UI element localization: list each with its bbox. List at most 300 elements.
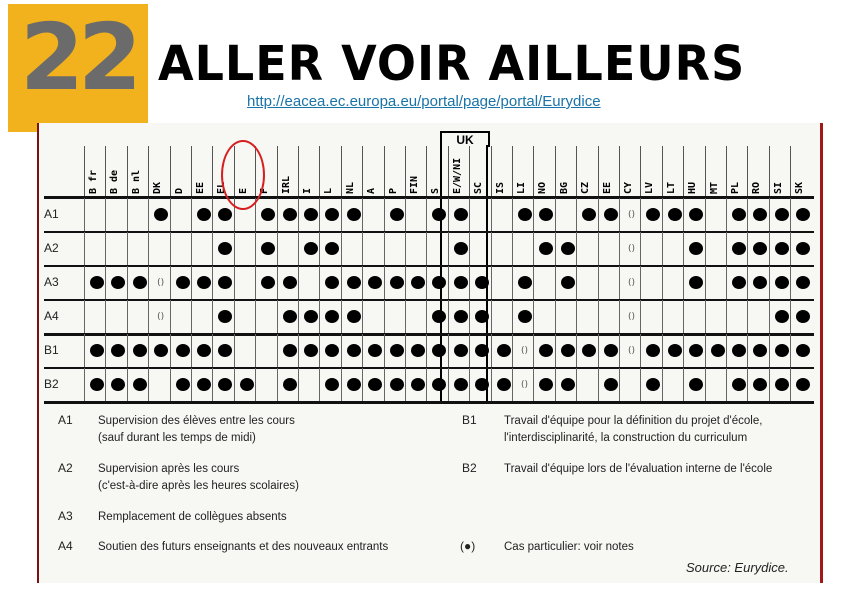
filled-dot (411, 276, 425, 289)
filled-dot (283, 310, 297, 323)
table-cell (576, 266, 598, 300)
table-cell (512, 334, 534, 368)
table-cell (127, 334, 149, 368)
special-case-dot: () (520, 380, 529, 390)
table-cell (298, 266, 320, 300)
table-cell (533, 334, 555, 368)
table-cell (705, 368, 727, 402)
filled-dot (325, 378, 339, 391)
table-cell (555, 368, 577, 402)
filled-dot (689, 242, 703, 255)
country-code: S (430, 187, 442, 194)
table-cell (341, 300, 363, 334)
filled-dot (604, 344, 618, 357)
table-cell (533, 232, 555, 266)
filled-dot (539, 378, 553, 391)
filled-dot (668, 208, 682, 221)
filled-dot (454, 310, 468, 323)
table-cell (576, 198, 598, 232)
country-code: IRL (280, 175, 292, 194)
filled-dot (711, 344, 725, 357)
filled-dot (347, 344, 361, 357)
note-text: Remplacement de collègues absents (98, 511, 287, 523)
table-cell (726, 266, 748, 300)
table-cell (576, 232, 598, 266)
table-cell (298, 300, 320, 334)
filled-dot (261, 208, 275, 221)
filled-dot (753, 242, 767, 255)
filled-dot (240, 378, 254, 391)
row-code: A3 (44, 275, 59, 289)
table-cell (533, 266, 555, 300)
country-code: L (323, 187, 335, 194)
table-cell (255, 334, 277, 368)
filled-dot (689, 378, 703, 391)
table-cell (469, 266, 491, 300)
filled-dot (347, 310, 361, 323)
special-case-dot: () (157, 278, 165, 288)
country-code: CY (623, 181, 634, 194)
country-code: B de (109, 169, 121, 194)
number-badge (8, 4, 148, 132)
table-cell (191, 266, 213, 300)
filled-dot (432, 276, 446, 289)
special-case-dot: () (627, 278, 636, 288)
country-column-header (148, 146, 170, 198)
table-cell (212, 334, 234, 368)
filled-dot (475, 344, 489, 357)
table-cell (84, 368, 106, 402)
table-cell (341, 266, 363, 300)
filled-dot (775, 310, 789, 323)
country-column-header (640, 146, 662, 198)
filled-dot (689, 208, 703, 221)
note-text: Travail d'équipe pour la définition du projet d'école, l'interdisciplinarité, la construction du curriculum (504, 415, 763, 444)
table-cell (747, 368, 769, 402)
country-column-header (726, 146, 748, 198)
filled-dot (111, 276, 125, 289)
source-credit: Source: Eurydice. (686, 560, 789, 575)
table-cell (277, 232, 299, 266)
table-cell (105, 368, 127, 402)
table-cell (683, 266, 705, 300)
table-row (44, 266, 814, 300)
filled-dot (454, 276, 468, 289)
filled-dot (646, 208, 660, 221)
table-cell (234, 232, 256, 266)
country-code: BG (558, 181, 570, 194)
table-cell (362, 266, 384, 300)
table-row (44, 334, 814, 368)
table-cell (212, 368, 234, 402)
row-code: A2 (44, 241, 59, 255)
table-cell (341, 232, 363, 266)
table-cell (790, 334, 812, 368)
table-cell (405, 334, 427, 368)
note-text: Supervision après les cours (c'est-à-dire après les heures scolaires) (98, 463, 299, 492)
table-cell (598, 198, 620, 232)
filled-dot (90, 344, 104, 357)
table-cell (726, 198, 748, 232)
table-cell (84, 198, 106, 232)
grid-rule (44, 401, 814, 404)
table-row (44, 232, 814, 266)
table-cell (747, 266, 769, 300)
country-code: SK (794, 181, 806, 194)
filled-dot (475, 310, 489, 323)
filled-dot (90, 378, 104, 391)
table-cell (298, 198, 320, 232)
table-cell (726, 334, 748, 368)
filled-dot (646, 344, 660, 357)
filled-dot (775, 378, 789, 391)
table-cell (769, 232, 791, 266)
table-cell (769, 300, 791, 334)
filled-dot (347, 208, 361, 221)
country-code: HU (687, 181, 699, 194)
country-column-header (555, 146, 577, 198)
filled-dot (176, 378, 190, 391)
special-case-dot: () (627, 244, 636, 254)
filled-dot (604, 378, 618, 391)
country-column-header (84, 146, 106, 198)
table-cell (491, 198, 513, 232)
table-cell (640, 232, 662, 266)
row-code: B2 (44, 377, 59, 391)
filled-dot (283, 208, 297, 221)
table-row (44, 300, 814, 334)
country-column-header (277, 146, 299, 198)
country-code: FIN (409, 175, 420, 194)
table-cell (191, 300, 213, 334)
table-cell (533, 300, 555, 334)
table-cell (705, 300, 727, 334)
special-case-dot: () (627, 346, 636, 356)
table-cell (212, 232, 234, 266)
table-cell (662, 334, 684, 368)
filled-dot (347, 378, 361, 391)
table-cell (426, 266, 448, 300)
country-column-header (105, 146, 127, 198)
table-cell (512, 300, 534, 334)
country-code: IS (494, 181, 506, 194)
table-cell (84, 232, 106, 266)
table-cell (662, 232, 684, 266)
note-text: Cas particulier: voir notes (504, 541, 634, 553)
country-column-header (469, 146, 491, 198)
filled-dot (732, 242, 746, 255)
filled-dot (390, 276, 404, 289)
table-cell (512, 266, 534, 300)
country-code: SC (473, 181, 485, 194)
filled-dot (518, 208, 532, 221)
table-cell (105, 266, 127, 300)
table-cell (127, 266, 149, 300)
table-cell (191, 334, 213, 368)
table-cell (148, 266, 170, 300)
filled-dot (304, 344, 318, 357)
table-cell (426, 198, 448, 232)
table-cell (277, 198, 299, 232)
filled-dot (796, 310, 810, 323)
table-cell (191, 198, 213, 232)
country-column-header (662, 146, 684, 198)
table-cell (491, 266, 513, 300)
table-cell (683, 198, 705, 232)
table-cell (790, 198, 812, 232)
table-cell (790, 300, 812, 334)
table-cell (105, 300, 127, 334)
filled-dot (218, 208, 232, 221)
note-text: Soutien des futurs enseignants et des nouveaux entrants (98, 541, 389, 553)
eurydice-link[interactable]: http://eacea.ec.europa.eu/portal/page/portal/Eurydice (247, 93, 601, 110)
filled-dot (475, 378, 489, 391)
table-cell (576, 300, 598, 334)
filled-dot (304, 310, 318, 323)
country-column-header (598, 146, 620, 198)
country-code: NO (537, 181, 549, 194)
table-cell (640, 368, 662, 402)
special-case-dot: () (157, 312, 165, 322)
row-code: A4 (44, 309, 59, 323)
table-cell (170, 232, 192, 266)
filled-dot (197, 378, 211, 391)
filled-dot (411, 378, 425, 391)
table-cell (148, 334, 170, 368)
table-row (44, 198, 814, 232)
table-cell (384, 300, 406, 334)
table-cell (212, 266, 234, 300)
table-cell (491, 232, 513, 266)
table-cell (426, 334, 448, 368)
note-code: B1 (462, 413, 477, 427)
table-cell (555, 266, 577, 300)
country-column-header (619, 146, 641, 198)
table-cell (555, 300, 577, 334)
table-cell (598, 232, 620, 266)
country-code: LV (644, 181, 656, 194)
filled-dot (497, 344, 511, 357)
filled-dot (454, 378, 468, 391)
filled-dot (432, 310, 446, 323)
country-code: A (366, 187, 378, 194)
table-cell (790, 368, 812, 402)
filled-dot (775, 344, 789, 357)
table-cell (662, 266, 684, 300)
table-cell (298, 368, 320, 402)
table-cell (769, 368, 791, 402)
table-cell (384, 266, 406, 300)
note-text: Supervision des élèves entre les cours (sauf durant les temps de midi) (98, 415, 295, 444)
country-column-header (533, 146, 555, 198)
country-code: RO (751, 181, 763, 194)
country-code: LT (665, 181, 677, 194)
table-cell (341, 334, 363, 368)
table-cell (619, 300, 641, 334)
table-cell (191, 232, 213, 266)
filled-dot (732, 378, 746, 391)
country-column-header (683, 146, 705, 198)
filled-dot (368, 276, 382, 289)
filled-dot (454, 242, 468, 255)
filled-dot (325, 344, 339, 357)
country-code: NL (344, 181, 356, 194)
filled-dot (539, 208, 553, 221)
filled-dot (646, 378, 660, 391)
table-cell (384, 368, 406, 402)
country-code: B nl (130, 169, 142, 194)
table-cell (598, 300, 620, 334)
country-column-header (319, 146, 341, 198)
filled-dot (775, 242, 789, 255)
table-cell (747, 334, 769, 368)
table-cell (170, 334, 192, 368)
row-code: A1 (44, 207, 59, 221)
country-code: E/W/NI (451, 157, 463, 194)
table-cell (598, 368, 620, 402)
country-column-header (191, 146, 213, 198)
table-cell (319, 300, 341, 334)
table-cell (105, 232, 127, 266)
table-cell (362, 368, 384, 402)
table-row (44, 368, 814, 402)
table-cell (555, 198, 577, 232)
table-cell (405, 368, 427, 402)
filled-dot (111, 344, 125, 357)
table-cell (491, 368, 513, 402)
table-cell (84, 334, 106, 368)
table-cell (747, 198, 769, 232)
table-cell (448, 368, 470, 402)
filled-dot (133, 378, 147, 391)
table-cell (426, 232, 448, 266)
filled-dot (197, 344, 211, 357)
table-cell (277, 300, 299, 334)
table-cell (555, 232, 577, 266)
table-cell (769, 266, 791, 300)
country-code: EE (195, 181, 206, 194)
filled-dot (753, 378, 767, 391)
table-cell (598, 334, 620, 368)
filled-dot (325, 208, 339, 221)
table-cell (362, 300, 384, 334)
table-cell (640, 334, 662, 368)
filled-dot (197, 208, 211, 221)
table-cell (127, 198, 149, 232)
table-cell (405, 300, 427, 334)
filled-dot (347, 276, 361, 289)
table-cell (148, 198, 170, 232)
note-text: Travail d'équipe lors de l'évaluation interne de l'école (504, 463, 773, 475)
note-code: B2 (462, 461, 477, 475)
table-cell (255, 232, 277, 266)
note-code: A2 (58, 461, 73, 475)
table-cell (619, 198, 641, 232)
table-cell (705, 232, 727, 266)
table-cell (448, 232, 470, 266)
filled-dot (218, 276, 232, 289)
country-code: PL (730, 181, 741, 194)
table-cell (384, 334, 406, 368)
country-column-header (298, 146, 320, 198)
table-cell (341, 198, 363, 232)
country-code: E (237, 187, 249, 194)
table-cell (84, 300, 106, 334)
table-cell (769, 334, 791, 368)
highlight-circle (221, 140, 265, 210)
table-cell (277, 266, 299, 300)
filled-dot (432, 208, 446, 221)
filled-dot (133, 344, 147, 357)
filled-dot (518, 276, 532, 289)
table-cell (705, 266, 727, 300)
table-cell (533, 368, 555, 402)
table-cell (255, 300, 277, 334)
table-cell (619, 266, 641, 300)
table-cell (319, 232, 341, 266)
table-cell (148, 368, 170, 402)
filled-dot (689, 276, 703, 289)
table-cell (469, 334, 491, 368)
country-column-header (491, 146, 513, 198)
uk-group-label: UK (440, 131, 490, 147)
filled-dot (283, 344, 297, 357)
filled-dot (753, 344, 767, 357)
table-cell (384, 232, 406, 266)
country-column-header (705, 146, 727, 198)
filled-dot (411, 344, 425, 357)
table-cell (277, 334, 299, 368)
special-case-dot: () (627, 210, 636, 220)
filled-dot (732, 276, 746, 289)
table-cell (726, 300, 748, 334)
filled-dot (732, 208, 746, 221)
country-column-header (448, 146, 470, 198)
country-column-header (362, 146, 384, 198)
table-cell (170, 300, 192, 334)
table-cell (170, 368, 192, 402)
table-cell (234, 300, 256, 334)
table-cell (705, 198, 727, 232)
filled-dot (732, 344, 746, 357)
table-cell (426, 300, 448, 334)
table-cell (662, 368, 684, 402)
table-cell (469, 368, 491, 402)
filled-dot (539, 344, 553, 357)
country-code: SI (772, 181, 784, 194)
country-code: MT (708, 181, 720, 194)
country-code: I (302, 187, 313, 194)
country-column-header (170, 146, 192, 198)
table-cell (84, 266, 106, 300)
filled-dot (111, 378, 125, 391)
row-code: B1 (44, 343, 59, 357)
table-cell (662, 300, 684, 334)
table-cell (469, 300, 491, 334)
country-column-header (341, 146, 363, 198)
table-cell (683, 368, 705, 402)
filled-dot (218, 378, 232, 391)
table-cell (234, 368, 256, 402)
table-cell (170, 198, 192, 232)
table-cell (191, 368, 213, 402)
table-cell (127, 232, 149, 266)
table-cell (212, 300, 234, 334)
table-cell (469, 198, 491, 232)
table-cell (319, 334, 341, 368)
country-code: CZ (580, 181, 592, 194)
filled-dot (283, 276, 297, 289)
